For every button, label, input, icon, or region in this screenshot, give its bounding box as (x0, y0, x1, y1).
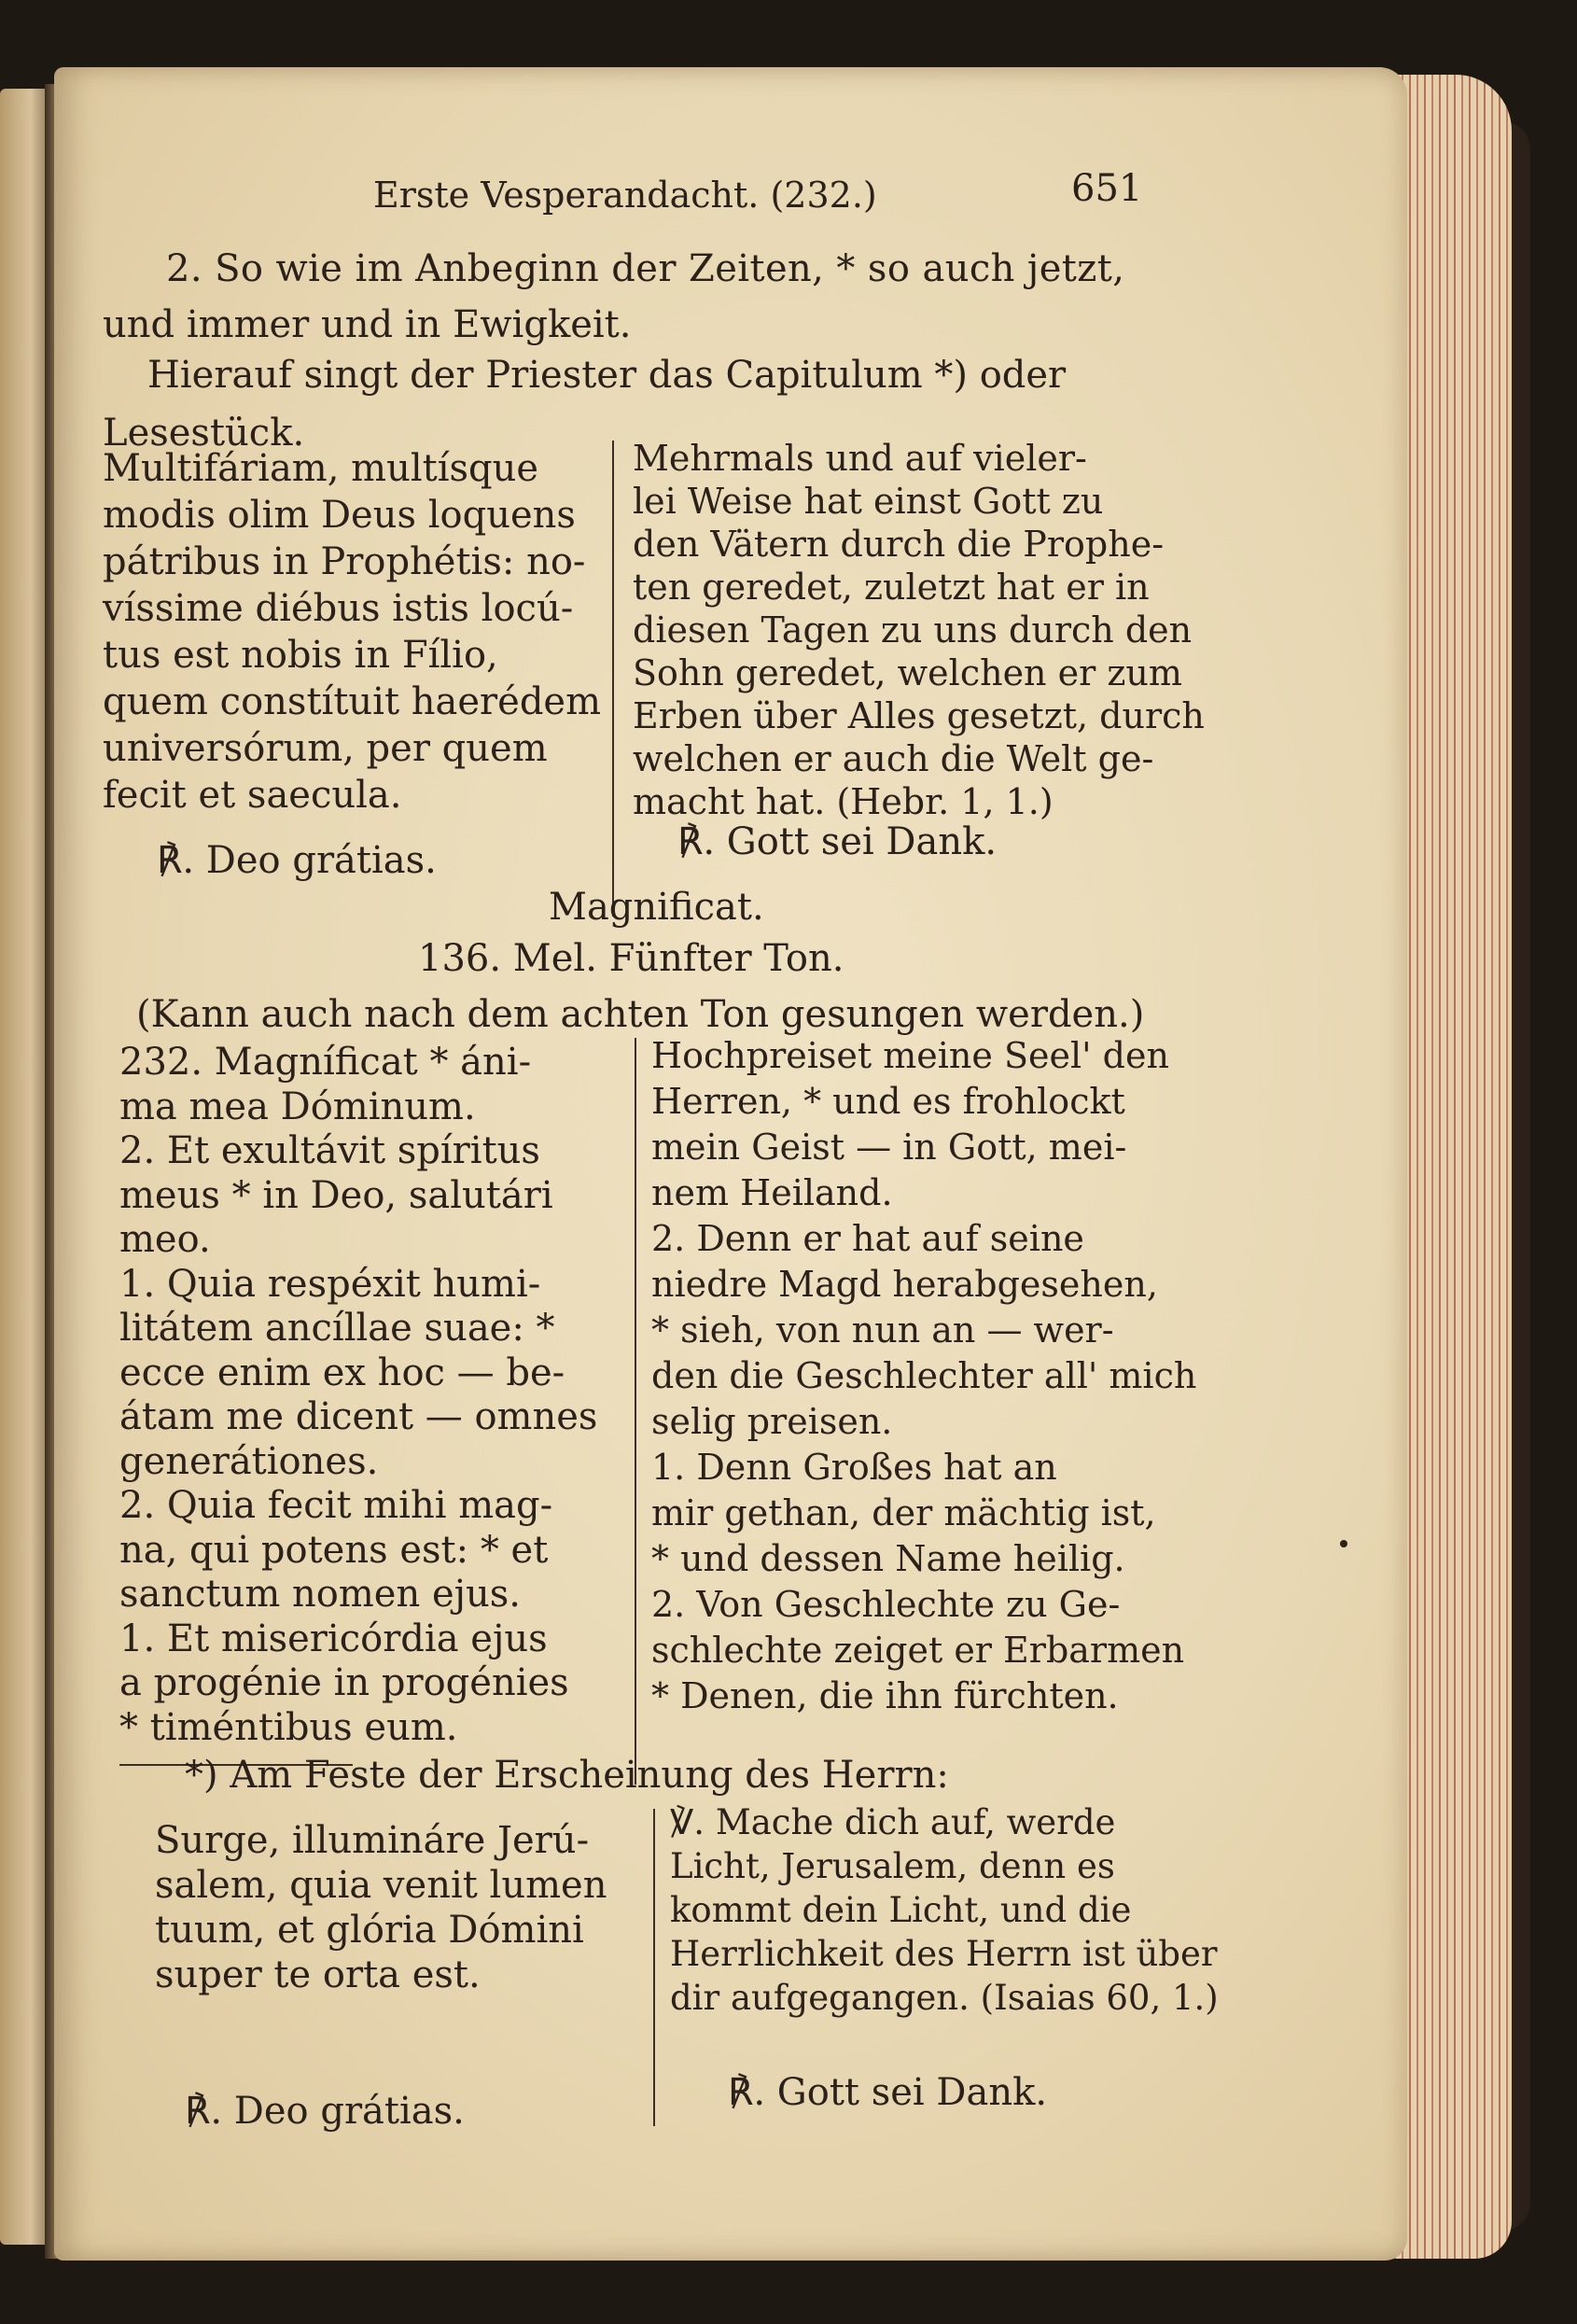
footnote-latin-line: salem, quia venit lumen (155, 1864, 607, 1907)
magnificat-german-line: 1. Denn Großes hat an (651, 1447, 1057, 1488)
capitulum-german-line: macht hat. (Hebr. 1, 1.) (633, 781, 1054, 822)
magnificat-latin-line: 232. Magníficat * áni- (119, 1041, 532, 1084)
gloria-line-2: und immer und in Ewigkeit. (103, 303, 632, 346)
capitulum-latin-line: quem constítuit haerédem (103, 680, 602, 723)
footnote-latin-line: tuum, et glória Dómini (155, 1909, 584, 1952)
magnificat-german-line: * sieh, von nun an — wer- (651, 1309, 1114, 1351)
magnificat-german-line: * Denen, die ihn fürchten. (651, 1675, 1119, 1716)
capitulum-latin-line: universórum, per quem (103, 727, 548, 770)
magnificat-german-line: 2. Denn er hat auf seine (651, 1218, 1084, 1259)
footnote-latin-line: super te orta est. (155, 1953, 481, 1996)
footnote-german-line: dir aufgegangen. (Isaias 60, 1.) (670, 1978, 1219, 2018)
capitulum-german-line: diesen Tagen zu uns durch den (633, 609, 1193, 651)
melody-note: (Kann auch nach dem achten Ton gesungen werden.) (136, 993, 1145, 1036)
capitulum-german-line: Mehrmals und auf vieler- (633, 438, 1087, 479)
magnificat-column-divider (635, 1038, 636, 1785)
hymn-number: 136. Mel. Fünfter Ton. (418, 937, 844, 980)
left-page-edge (0, 89, 51, 2245)
footnote-latin-line: Surge, illumináre Jerú- (155, 1819, 590, 1862)
magnificat-latin-line: * timéntibus eum. (119, 1705, 458, 1749)
footnote-column-divider (653, 1809, 655, 2126)
magnificat-latin-line: 2. Quia fecit mihi mag- (119, 1484, 553, 1527)
book-page (54, 67, 1407, 2261)
rubric-line-2: Lesestück. (103, 412, 305, 455)
footnote-german-line: Licht, Jerusalem, denn es (670, 1846, 1115, 1886)
page-number: 651 (1071, 167, 1143, 210)
footnote-latin-response: ℟. Deo grátias. (185, 2090, 465, 2133)
magnificat-german-line: selig preisen. (651, 1401, 893, 1442)
magnificat-german-line: schlechte zeiget er Erbarmen (651, 1630, 1185, 1671)
capitulum-german-response: ℟. Gott sei Dank. (677, 820, 998, 863)
magnificat-latin-line: ma mea Dóminum. (119, 1085, 476, 1128)
magnificat-latin-line: meo. (119, 1218, 211, 1261)
rubric-line-1: Hierauf singt der Priester das Capitulum *) oder (147, 354, 1067, 397)
magnificat-latin-line: 2. Et exultávit spíritus (119, 1129, 540, 1172)
capitulum-german-line: Erben über Alles gesetzt, durch (633, 695, 1205, 736)
footnote-heading: *) Am Feste der Erscheinung des Herrn: (185, 1754, 949, 1797)
capitulum-german-line: Sohn geredet, welchen er zum (633, 652, 1182, 693)
magnificat-latin-line: ecce enim ex hoc — be- (119, 1351, 565, 1394)
magnificat-german-line: den die Geschlechter all' mich (651, 1355, 1197, 1396)
capitulum-german-line: den Vätern durch die Prophe- (633, 524, 1165, 565)
capitulum-latin-line: fecit et saecula. (103, 774, 402, 817)
footnote-german-line: kommt dein Licht, und die (670, 1890, 1132, 1930)
magnificat-german-line: * und dessen Name heilig. (651, 1538, 1125, 1579)
capitulum-latin-line: víssime diébus istis locú- (103, 587, 574, 630)
running-title: Erste Vesperandacht. (232.) (373, 175, 877, 216)
capitulum-german-line: ten geredet, zuletzt hat er in (633, 567, 1150, 608)
capitulum-latin-line: Multifáriam, multísque (103, 447, 539, 490)
magnificat-latin-line: na, qui potens est: * et (119, 1528, 549, 1572)
magnificat-heading: Magnificat. (549, 886, 764, 929)
magnificat-latin-line: 1. Quia respéxit humi- (119, 1262, 541, 1306)
capitulum-german-line: welchen er auch die Welt ge- (633, 738, 1154, 779)
magnificat-german-line: mein Geist — in Gott, mei- (651, 1127, 1127, 1168)
capitulum-latin-response: ℟. Deo grátias. (157, 839, 437, 882)
magnificat-german-line: mir gethan, der mächtig ist, (651, 1492, 1156, 1533)
capitulum-german-line: lei Weise hat einst Gott zu (633, 481, 1104, 522)
magnificat-latin-line: sanctum nomen ejus. (119, 1573, 522, 1616)
capitulum-latin-line: tus est nobis in Fílio, (103, 634, 498, 677)
magnificat-german-line: niedre Magd herabgesehen, (651, 1264, 1158, 1305)
magnificat-latin-line: 1. Et misericórdia ejus (119, 1617, 548, 1660)
capitulum-latin-line: pátribus in Prophétis: no- (103, 540, 586, 583)
magnificat-latin-line: litátem ancíllae suae: * (119, 1307, 555, 1350)
footnote-german-line: ℣. Mache dich auf, werde (670, 1802, 1116, 1842)
magnificat-german-line: nem Heiland. (651, 1172, 893, 1213)
capitulum-latin-line: modis olim Deus loquens (103, 494, 576, 537)
magnificat-german-line: 2. Von Geschlechte zu Ge- (651, 1584, 1121, 1625)
magnificat-latin-line: átam me dicent — omnes (119, 1395, 598, 1438)
magnificat-latin-line: a progénie in progénies (119, 1661, 569, 1704)
capitulum-column-divider (612, 441, 614, 917)
magnificat-latin-line: generátiones. (119, 1439, 379, 1483)
magnificat-german-line: Herren, * und es frohlockt (651, 1081, 1125, 1122)
magnificat-german-line: Hochpreiset meine Seel' den (651, 1035, 1169, 1076)
gloria-line-1: 2. So wie im Anbeginn der Zeiten, * so auch jetzt, (166, 247, 1125, 290)
footnote-german-response: ℟. Gott sei Dank. (728, 2071, 1048, 2114)
ink-speck (1340, 1540, 1347, 1547)
footnote-german-line: Herrlichkeit des Herrn ist über (670, 1934, 1218, 1974)
magnificat-latin-line: meus * in Deo, salutári (119, 1173, 553, 1217)
